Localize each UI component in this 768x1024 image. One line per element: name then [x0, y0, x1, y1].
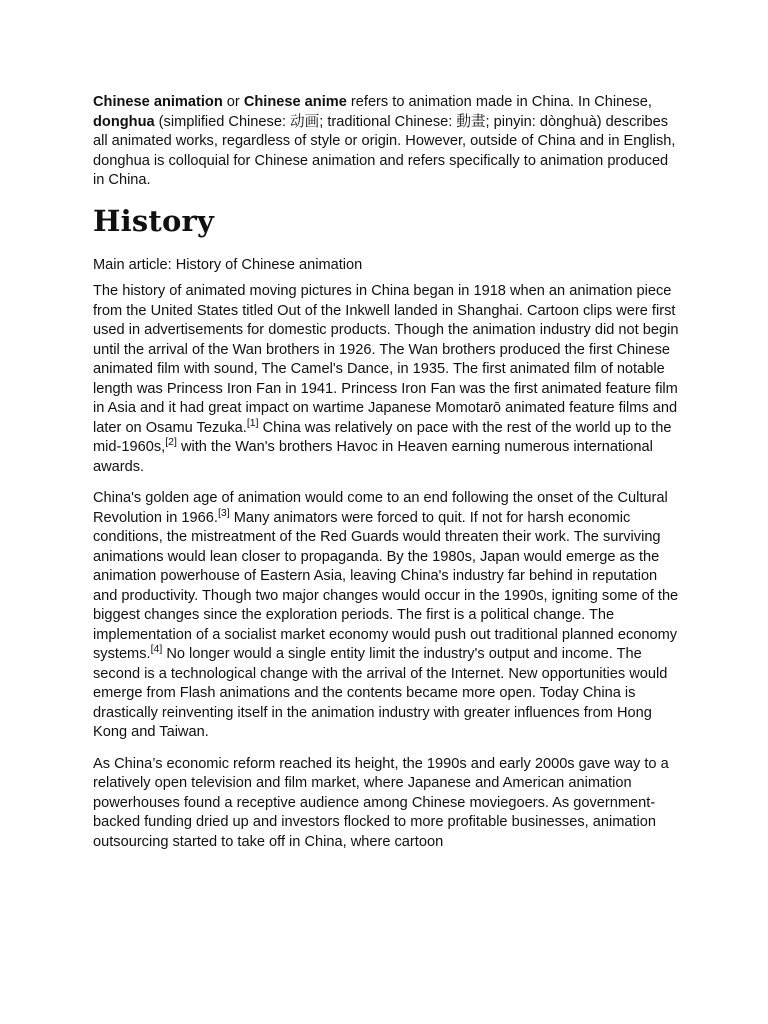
section-heading-history: History	[93, 203, 215, 238]
citation-1[interactable]: [1]	[246, 416, 259, 429]
p2-text-a: China's golden age of animation would come to an end following the onset of the Cultural Revolution in 1966.	[93, 490, 668, 526]
history-paragraph-3: As China’s economic reform reached its height, the 1990s and early 2000s gave way to a relatively open television and film market, where Japanese and American animation powerhouses found a receptive audience among Chinese moviegoers. As government-backed funding dried up and investors flocked to more profitable businesses, animation outsourcing started to take off in China, where cartoon	[93, 755, 669, 850]
citation-2[interactable]: [2]	[165, 436, 177, 448]
intro-text-2: (simplified Chinese: 动画; traditional Chinese: 動畫; pinyin: dònghuà) describes all animated works, regardless of style or origin. However, outside of China and in English, donghua is colloquial for Chinese animation and refers specifically to animation produced in China.	[93, 113, 676, 188]
p1-text-c: with the Wan's brothers Havoc in Heaven earning numerous international awards.	[93, 439, 653, 475]
intro-paragraph	[93, 93, 683, 191]
term-chinese-animation: Chinese animation	[93, 94, 223, 110]
article-body	[93, 93, 683, 864]
citation-4[interactable]: [4]	[150, 643, 163, 655]
term-chinese-anime: Chinese anime	[243, 94, 347, 110]
main-article-note: Main article: History of Chinese animation	[93, 256, 363, 273]
intro-text-1: refers to animation made in China. In Chinese,	[346, 94, 652, 110]
history-paragraph-1	[93, 282, 683, 477]
term-donghua: donghua	[93, 113, 155, 130]
p2-text-c: No longer would a single entity limit the industry's output and income. The second is a technological change with the arrival of the Internet. New opportunities would emerge from Flash animations and the contents became more open. Today China is drastically reinventing itself in the animation industry with greater influences from Hong Kong and Taiwan.	[93, 646, 668, 740]
p2-text-b: Many animators were forced to quit. If not for harsh economic conditions, the mistreatment of the Red Guards would threaten their work. The surviving animations would lean closer to propaganda. By the 1980s, Japan would emerge as the animation powerhouse of Eastern Asia, leaving China's industry far behind in reputation and productivity. Though two major changes would occur in the 1990s, igniting some of the biggest changes since the exploration periods. The first is a political change. The implementation of a socialist market economy would push out traditional planned economy systems.	[93, 509, 679, 662]
p1-text-b: China was relatively on pace with the rest of the world up to the mid-1960s,	[93, 419, 672, 455]
intro-separator: or	[222, 94, 244, 110]
citation-3[interactable]: [3]	[217, 506, 230, 519]
p1-text-a: The history of animated moving pictures in China began in 1918 when an animation piece from the United States titled Out of the Inkwell landed in Shanghai. Cartoon clips were first used in advertisements for domestic products. Though the animation industry did not begin until the arrival of the Wan brothers in 1926. The Wan brothers produced the first Chinese animated film with sound, The Camel's Dance, in 1935. The first animated film of notable length was Princess Iron Fan in 1941. Princess Iron Fan was the first animated feature film in Asia and it had great impact on wartime Japanese Momotarō animated feature films and later on Osamu Tezuka.	[93, 283, 679, 436]
history-paragraph-2	[93, 489, 683, 743]
